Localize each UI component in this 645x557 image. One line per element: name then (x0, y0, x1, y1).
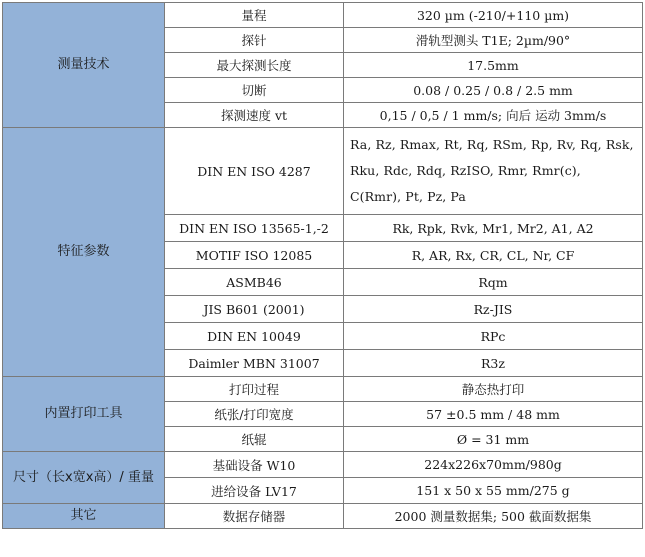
param-name-cell: 数据存储器 (165, 504, 344, 529)
param-value-cell: Ra, Rz, Rmax, Rt, Rq, RSm, Rp, Rv, Rq, Rsk, Rku, Rdc, Rdq, RzISO, Rmr, Rmr(c), C(Rmr), Pt, Pz, Pa (344, 128, 643, 215)
table-row (3, 377, 643, 402)
param-value-cell: 0,15 / 0,5 / 1 mm/s; 向后 运动 3mm/s (344, 103, 643, 128)
param-value-cell: Rk, Rpk, Rvk, Mr1, Mr2, A1, A2 (344, 215, 643, 242)
param-name-cell: Daimler MBN 31007 (165, 350, 344, 377)
category-cell: 测量技术 (3, 3, 165, 128)
table-row (3, 452, 643, 478)
param-value-cell: 57 ±0.5 mm / 48 mm (344, 402, 643, 427)
spec-table (2, 2, 643, 529)
param-value-cell: 滑轨型测头 T1E; 2µm/90° (344, 28, 643, 53)
param-value-cell: 17.5mm (344, 53, 643, 78)
param-name-cell: ASMB46 (165, 269, 344, 296)
table-row (3, 504, 643, 529)
param-value-cell: 0.08 / 0.25 / 0.8 / 2.5 mm (344, 78, 643, 103)
param-value-cell: Ø = 31 mm (344, 427, 643, 452)
param-value-cell: RPc (344, 323, 643, 350)
param-name-cell: 最大探测长度 (165, 53, 344, 78)
param-name-cell: DIN EN ISO 13565-1,-2 (165, 215, 344, 242)
param-value-cell: 224x226x70mm/980g (344, 452, 643, 478)
param-name-cell: JIS B601 (2001) (165, 296, 344, 323)
param-name-cell: 纸辊 (165, 427, 344, 452)
param-value-cell: 2000 测量数据集; 500 截面数据集 (344, 504, 643, 529)
table-row (3, 128, 643, 215)
category-cell: 内置打印工具 (3, 377, 165, 452)
param-value-cell: 静态热打印 (344, 377, 643, 402)
param-value-cell: Rz-JIS (344, 296, 643, 323)
param-name-cell: 打印过程 (165, 377, 344, 402)
param-name-cell: 量程 (165, 3, 344, 28)
param-name-cell: DIN EN ISO 4287 (165, 128, 344, 215)
param-name-cell: 切断 (165, 78, 344, 103)
param-name-cell: 探测速度 vt (165, 103, 344, 128)
param-value-cell: R3z (344, 350, 643, 377)
param-name-cell: 探针 (165, 28, 344, 53)
category-cell: 特征参数 (3, 128, 165, 377)
param-name-cell: DIN EN 10049 (165, 323, 344, 350)
param-name-cell: 进给设备 LV17 (165, 478, 344, 504)
param-name-cell: 基础设备 W10 (165, 452, 344, 478)
category-cell: 其它 (3, 504, 165, 529)
param-name-cell: 纸张/打印宽度 (165, 402, 344, 427)
category-cell: 尺寸（长x宽x高）/ 重量 (3, 452, 165, 504)
param-name-cell: MOTIF ISO 12085 (165, 242, 344, 269)
param-value-cell: 151 x 50 x 55 mm/275 g (344, 478, 643, 504)
param-value-cell: 320 µm (-210/+110 µm) (344, 3, 643, 28)
param-value-cell: Rqm (344, 269, 643, 296)
table-row (3, 3, 643, 28)
param-value-cell: R, AR, Rx, CR, CL, Nr, CF (344, 242, 643, 269)
